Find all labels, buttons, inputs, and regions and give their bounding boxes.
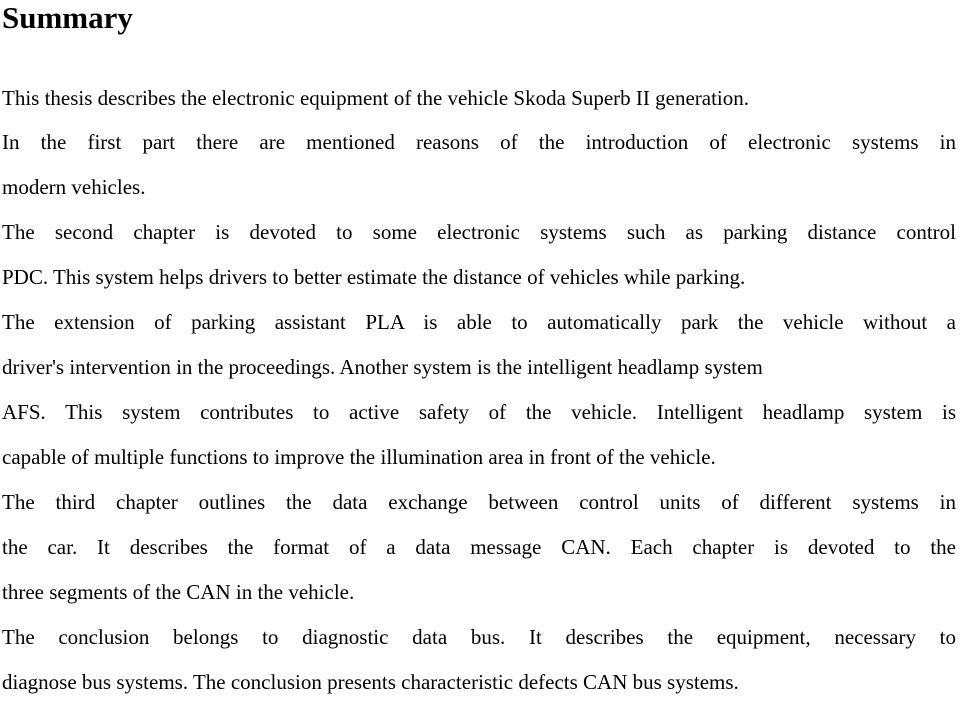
text-line: The second chapter is devoted to some electronic systems such as parking distance control	[2, 220, 956, 244]
text-line: This thesis describes the electronic equipment of the vehicle Skoda Superb II generation.	[2, 86, 750, 110]
text-line: The extension of parking assistant PLA is able to automatically park the vehicle without a	[2, 310, 956, 334]
text-line: the car. It describes the format of a data message CAN. Each chapter is devoted to the	[2, 535, 956, 559]
text-line: driver's intervention in the proceedings. Another system is the intelligent headlamp system	[2, 355, 763, 379]
text-line: capable of multiple functions to improve the illumination area in front of the vehicle.	[2, 445, 716, 469]
text-line: diagnose bus systems. The conclusion presents characteristic defects CAN bus systems.	[2, 670, 739, 694]
text-line: PDC. This system helps drivers to better estimate the distance of vehicles while parking.	[2, 265, 746, 289]
text-line: In the first part there are mentioned reasons of the introduction of electronic systems in	[2, 130, 956, 154]
text-line: The third chapter outlines the data exchange between control units of different systems in	[2, 490, 956, 514]
text-line: The conclusion belongs to diagnostic data bus. It describes the equipment, necessary to	[2, 625, 956, 649]
page-title: Summary	[2, 0, 133, 35]
text-line: modern vehicles.	[2, 175, 146, 199]
text-line: AFS. This system contributes to active safety of the vehicle. Intelligent headlamp system is	[2, 400, 956, 424]
text-line: three segments of the CAN in the vehicle.	[2, 580, 355, 604]
